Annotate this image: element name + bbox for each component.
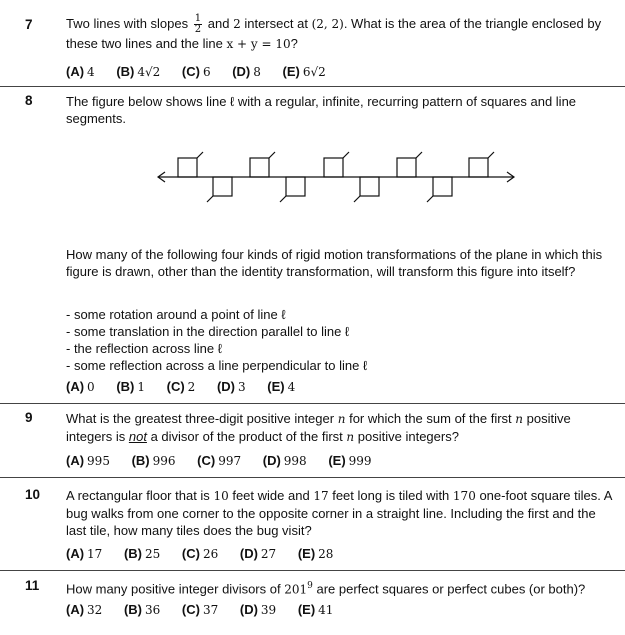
choice-c: (C) 2: [166, 379, 196, 394]
pattern-figure: [152, 148, 522, 210]
problem-number: 11: [25, 578, 40, 593]
divider: [0, 403, 625, 404]
choice-a: (A) 32: [66, 602, 103, 617]
fraction: $\frac{1}{2}$: [194, 13, 202, 35]
choice-a: (A) 0: [66, 379, 95, 394]
answer-choices: [66, 64, 344, 79]
problem-number: 10: [25, 487, 41, 502]
transformation-list: [66, 306, 614, 374]
divider: [0, 86, 625, 87]
problem-text: How many positive integer divisors of $201^9$ are perfect squares or perfect cubes (or both)?: [66, 581, 586, 597]
problem-text: The figure below shows line ℓ with a regular, infinite, recurring pattern of squares and line segments.: [66, 94, 577, 126]
choice-d: (D) 3: [216, 379, 246, 394]
choice-b: (B) 36: [123, 602, 161, 617]
choice-c: (C) 26: [181, 546, 219, 561]
choice-c: (C) 37: [181, 602, 219, 617]
choice-c: (C) 997: [197, 453, 242, 468]
choice-a: (A) 17: [66, 546, 103, 561]
choice-a: (A) 995: [66, 453, 110, 468]
answer-choices: [66, 602, 351, 617]
choice-d: (D) 27: [239, 546, 277, 561]
problem-number: 8: [25, 93, 33, 108]
choice-c: (C) 6: [181, 64, 211, 79]
answer-choices: [66, 546, 351, 561]
list-item: - some translation in the direction parallel to line ℓ: [66, 324, 350, 339]
choice-b: (B) 996: [131, 453, 176, 468]
problem-text: A rectangular floor that is 10 feet wide and 17 feet long is tiled with 170 one-foot square tiles. A bug walks from one corner to the opposite corner in a straight line. Including the first and the last tile, how many tiles does the bug visit?: [66, 488, 612, 538]
list-item: - some rotation around a point of line ℓ: [66, 307, 286, 322]
choice-a: (A) 4: [66, 64, 95, 79]
divider: [0, 477, 625, 478]
list-item: - the reflection across line ℓ: [66, 341, 222, 356]
problem-text: What is the greatest three-digit positive integer n for which the sum of the first n positive integers is not a divisor of the product of the first n positive integers?: [66, 411, 571, 444]
pattern-unit: [469, 152, 494, 177]
problem-number: 9: [25, 410, 33, 425]
choice-b: (B) 25: [123, 546, 161, 561]
choice-e: (E) 4: [267, 379, 296, 394]
choice-b: (B) 4√2: [116, 64, 161, 79]
list-item: - some reflection across a line perpendicular to line ℓ: [66, 358, 368, 373]
choice-e: (E) 999: [328, 453, 372, 468]
choice-e: (E) 6√2: [282, 64, 326, 79]
answer-choices: [66, 379, 313, 394]
divider: [0, 570, 625, 571]
problem-number: 7: [25, 17, 33, 32]
choice-d: (D) 998: [262, 453, 307, 468]
choice-d: (D) 8: [232, 64, 261, 79]
answer-choices: [66, 453, 390, 468]
choice-d: (D) 39: [239, 602, 277, 617]
problem-question: How many of the following four kinds of rigid motion transformations of the plane in which this figure is drawn, other than the identity transformation, will transform this figure into itself?: [66, 247, 603, 279]
choice-e: (E) 28: [297, 546, 334, 561]
choice-b: (B) 1: [116, 379, 145, 394]
choice-e: (E) 41: [297, 602, 334, 617]
problem-text: Two lines with slopes $\frac{1}{2}$ and 2 intersect at (2, 2). What is the area of the triangle enclosed by these two lines and the line x + y = 10?: [66, 13, 602, 51]
